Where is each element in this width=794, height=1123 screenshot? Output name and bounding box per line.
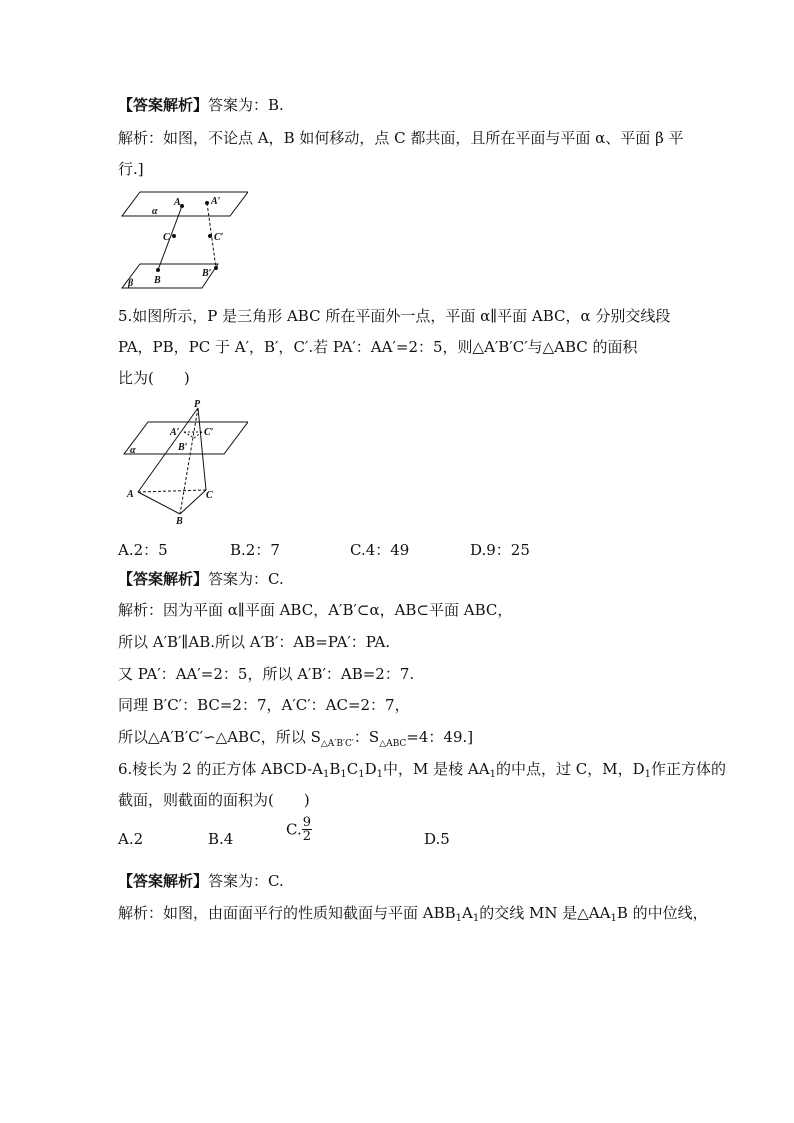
text: B [329,760,341,778]
text: 所以△A′B′C′∽△ABC，所以 S [118,728,321,746]
label-B-prime: B′ [202,268,212,279]
fraction [302,816,312,843]
pyramid-figure [118,398,248,528]
label-B-prime: B′ [178,442,188,453]
q6-option-d: D.5 [424,830,450,848]
q6-option-b: B.4 [208,830,234,848]
denominator: 2 [302,829,311,844]
answer-tag: 【答案解析】 [118,96,209,114]
q6-line1 [118,759,726,785]
subscript: 1 [644,769,651,780]
q5-answer-line [118,569,284,589]
label-B: B [154,275,161,286]
label-C-prime: C′ [204,427,214,438]
q5-line1: 5.如图所示，P 是三角形 ABC 所在平面外一点，平面 α∥平面 ABC，α 分别交线段 [118,307,671,325]
label-A: A [174,197,181,208]
plane-alpha [122,192,248,216]
option-prefix: C. [286,820,302,839]
subscript: 1 [489,769,496,780]
subscript: 1 [376,769,384,780]
answer-text: 答案为：B. [208,96,284,114]
label-C: C [206,490,213,501]
text: ：S [353,728,380,746]
label-C-prime: C′ [214,232,224,243]
subscript: 1 [610,913,617,924]
numerator: 9 [302,815,311,830]
label-A-prime: A′ [211,196,221,207]
label-C: C [163,232,170,243]
label-alpha: α [130,445,136,456]
text: 的交线 MN 是△AA [479,904,611,922]
parallel-planes-figure [118,186,248,292]
text: 6.棱长为 2 的正方体 ABCD-A [118,760,323,778]
text: 中，M 是棱 AA [383,760,490,778]
text: 解析：如图，由面面平行的性质知截面与平面 ABB [118,904,456,922]
subscript: 1 [358,769,365,780]
label-A-prime: A′ [170,427,180,438]
subscript: 1 [472,913,480,924]
label-beta: β [128,278,134,289]
q5-analysis-line4: 同理 B′C′：BC=2：7，A′C′：AC=2：7， [118,696,410,714]
q4-analysis-line1: 解析：如图，不论点 A，B 如何移动，点 C 都共面，且所在平面与平面 α、平面 β 平 [118,129,684,147]
label-A: A [127,489,134,500]
q5-line3: 比为( ) [118,369,190,387]
q5-line2: PA，PB，PC 于 A′，B′，C′.若 PA′：AA′=2：5，则△A′B′C′与△ABC 的面积 [118,338,638,356]
subscript: △A′B′C′ [320,739,354,749]
q5-option-a: A.2：5 [118,541,168,559]
subscript: 1 [340,769,347,780]
q6-line2: 截面，则截面的面积为( ) [118,791,310,809]
label-alpha: α [152,206,158,217]
text: 作正方体的 [650,760,726,778]
q6-option-a: A.2 [118,830,144,848]
q5-analysis-line5 [118,727,473,754]
q6-analysis-line1 [118,903,708,929]
q5-analysis-line3: 又 PA′：AA′=2：5，所以 A′B′：AB=2：7. [118,665,415,683]
text: 的中点，过 C，M，D [495,760,645,778]
q4-answer-line [118,95,284,115]
q5-option-b: B.2：7 [230,541,280,559]
text: D [364,760,377,778]
text: B 的中位线， [616,904,708,922]
q6-option-c [286,816,312,843]
subscript: △ABC [379,739,407,749]
text: C [346,760,359,778]
answer-text: 答案为：C. [208,872,284,890]
subscript: 1 [322,769,330,780]
q5-option-c: C.4：49 [350,541,410,559]
label-P: P [194,399,201,410]
text: =4：49.] [406,728,474,746]
answer-tag: 【答案解析】 [118,872,209,890]
q5-analysis-line1: 解析：因为平面 α∥平面 ABC，A′B′⊂α，AB⊂平面 ABC， [118,601,513,619]
q5-analysis-line2: 所以 A′B′∥AB.所以 A′B′：AB=PA′：PA. [118,633,391,651]
text: A [462,904,473,922]
subscript: 1 [455,913,463,924]
label-B: B [176,516,183,527]
q4-analysis-line2: 行.] [118,160,144,178]
q6-answer-line [118,871,284,891]
answer-tag: 【答案解析】 [118,570,209,588]
answer-text: 答案为：C. [208,570,284,588]
q5-option-d: D.9：25 [470,541,530,559]
